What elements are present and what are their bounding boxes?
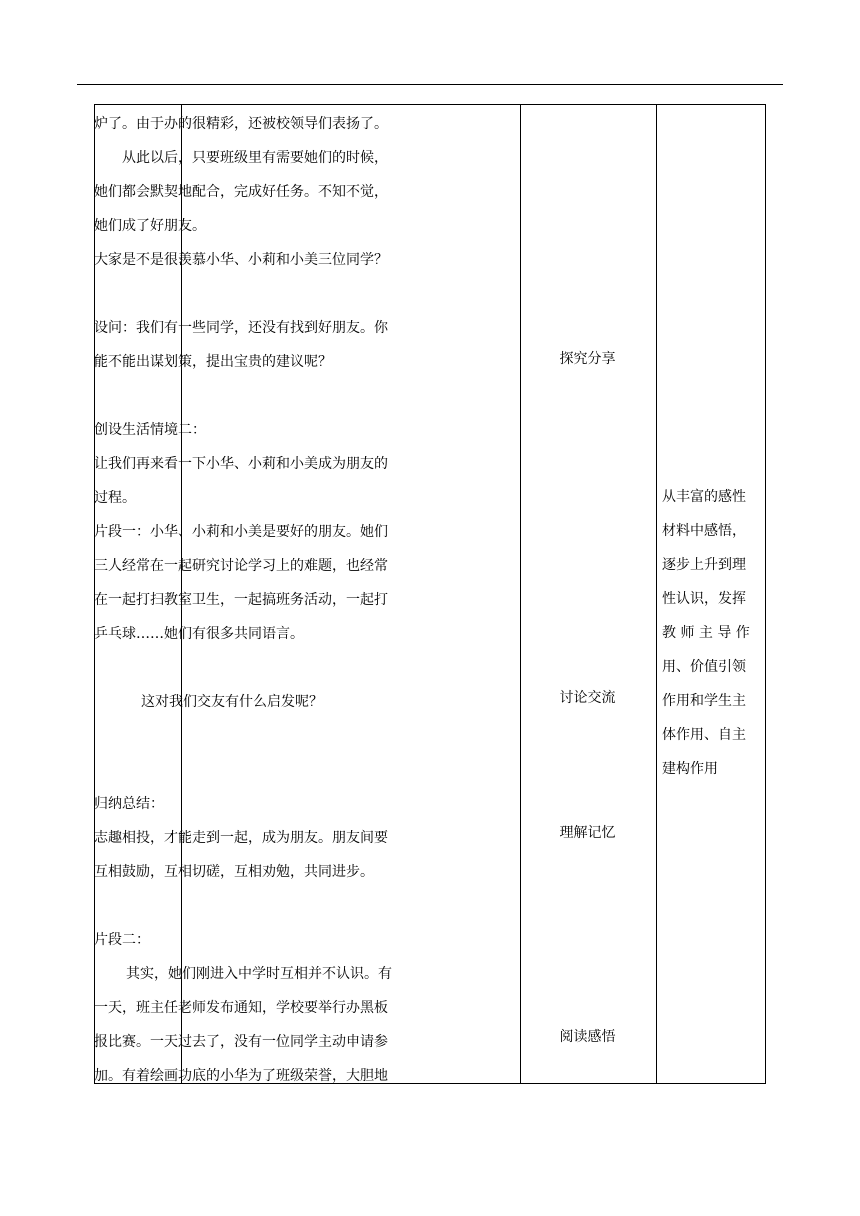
paragraph: 炉了。由于办的很精彩，还被校领导们表扬了。 xyxy=(94,116,388,132)
note-line: 性认识，发挥 xyxy=(662,591,746,607)
paragraph: 志趣相投，才能走到一起，成为朋友。朋友间要 xyxy=(94,830,388,846)
paragraph: 她们成了好朋友。 xyxy=(94,218,206,234)
paragraph: 片段一：小华、小莉和小美是要好的朋友。她们 xyxy=(94,524,388,540)
column-divider-3 xyxy=(656,105,657,1083)
note-line: 逐步上升到理 xyxy=(662,557,746,573)
note-line: 体作用、自主 xyxy=(662,727,746,743)
column-divider-2 xyxy=(520,105,521,1083)
teaching-content xyxy=(94,0,420,1216)
paragraph: 其实，她们刚进入中学时互相并不认识。有 xyxy=(126,966,392,982)
paragraph: 乒乓球……她们有很多共同语言。 xyxy=(94,626,304,642)
note-line: 教 师 主 导 作 xyxy=(662,625,750,641)
design-intent xyxy=(662,480,750,786)
note-line: 用、价值引领 xyxy=(662,659,746,675)
paragraph: 她们都会默契地配合，完成好任务。不知不觉， xyxy=(94,184,388,200)
paragraph: 设问：我们有一些同学，还没有找到好朋友。你 xyxy=(94,320,388,336)
note-line: 作用和学生主 xyxy=(662,693,746,709)
activity-label: 探究分享 xyxy=(559,351,616,367)
note-line: 建构作用 xyxy=(662,761,718,777)
note-line: 从丰富的感性 xyxy=(662,489,746,505)
paragraph: 加。有着绘画功底的小华为了班级荣誉，大胆地 xyxy=(94,1068,388,1084)
note-line: 材料中感悟， xyxy=(662,523,746,539)
paragraph: 三人经常在一起研究讨论学习上的难题，也经常 xyxy=(94,558,388,574)
activity-label: 阅读感悟 xyxy=(559,1029,616,1045)
activity-label: 讨论交流 xyxy=(559,690,616,706)
paragraph: 报比赛。一天过去了，没有一位同学主动申请参 xyxy=(94,1034,388,1050)
section-heading: 片段二： xyxy=(94,932,150,948)
question: 这对我们交友有什么启发呢？ xyxy=(141,694,323,710)
section-heading: 归纳总结： xyxy=(94,796,164,812)
paragraph: 互相鼓励，互相切磋，互相劝勉，共同进步。 xyxy=(94,864,374,880)
section-heading: 创设生活情境二： xyxy=(94,422,206,438)
paragraph: 能不能出谋划策，提出宝贵的建议呢？ xyxy=(94,354,332,370)
paragraph: 一天，班主任老师发布通知，学校要举行办黑板 xyxy=(94,1000,388,1016)
paragraph: 在一起打扫教室卫生，一起搞班务活动，一起打 xyxy=(94,592,388,608)
paragraph: 过程。 xyxy=(94,490,136,506)
paragraph: 让我们再来看一下小华、小莉和小美成为朋友的 xyxy=(94,456,388,472)
paragraph: 从此以后，只要班级里有需要她们的时候， xyxy=(122,150,388,166)
paragraph: 大家是不是很羡慕小华、小莉和小美三位同学？ xyxy=(94,252,388,268)
activity-label: 理解记忆 xyxy=(559,825,616,841)
